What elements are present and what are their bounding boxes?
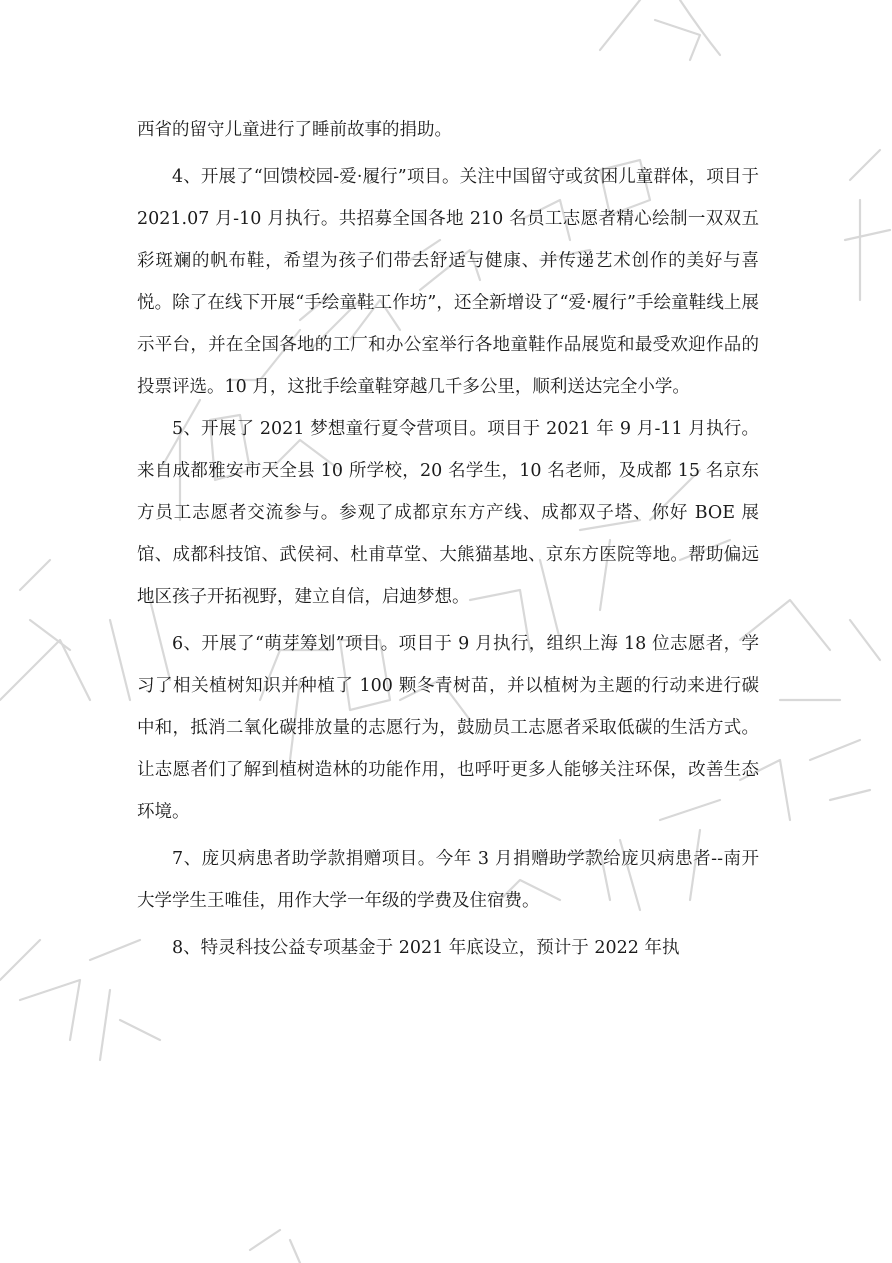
document-body bbox=[137, 109, 759, 969]
paragraph-item-5: 5、开展了 2021 梦想童行夏令营项目。项目于 2021 年 9 月-11 月执行。来自成都雅安市天全县 10 所学校，20 名学生，10 名老师，及成都 15 名京东方员工志愿者交流参与。参观了成都京东方产线、成都双子塔、你好 BOE 展馆、成都科技馆、武侯祠、杜甫草堂、大熊猫基地、京东方医院等地。帮助偏远地区孩子开拓视野，建立自信，启迪梦想。 bbox=[137, 419, 759, 607]
paragraph-item-6: 6、开展了“萌芽筹划”项目。项目于 9 月执行，组织上海 18 位志愿者，学习了相关植树知识并种植了 100 颗冬青树苗，并以植树为主题的行动来进行碳中和，抵消二氧化碳排放量的志愿行为，鼓励员工志愿者采取低碳的生活方式。让志愿者们了解到植树造林的功能作用，也呼吁更多人能够关注环保，改善生态环境。 bbox=[137, 634, 759, 822]
paragraph-item-8: 8、特灵科技公益专项基金于 2021 年底设立，预计于 2022 年执 bbox=[172, 938, 680, 958]
paragraph-continuation: 西省的留守儿童进行了睡前故事的捐助。 bbox=[137, 120, 452, 140]
paragraph-item-7: 7、庞贝病患者助学款捐赠项目。今年 3 月捐赠助学款给庞贝病患者--南开大学学生王唯佳，用作大学一年级的学费及住宿费。 bbox=[137, 849, 759, 911]
paragraph-item-4: 4、开展了“回馈校园-爱·履行”项目。关注中国留守或贫困儿童群体，项目于 2021.07 月-10 月执行。共招募全国各地 210 名员工志愿者精心绘制一双双五彩斑斓的帆布鞋，希望为孩子们带去舒适与健康、并传递艺术创作的美好与喜悦。除了在线下开展“手绘童鞋工作坊”，还全新增设了“爱·履行”手绘童鞋线上展示平台，并在全国各地的工厂和办公室举行各地童鞋作品展览和最受欢迎作品的投票评选。10 月，这批手绘童鞋穿越几千多公里，顺利送达完全小学。 bbox=[137, 167, 759, 397]
